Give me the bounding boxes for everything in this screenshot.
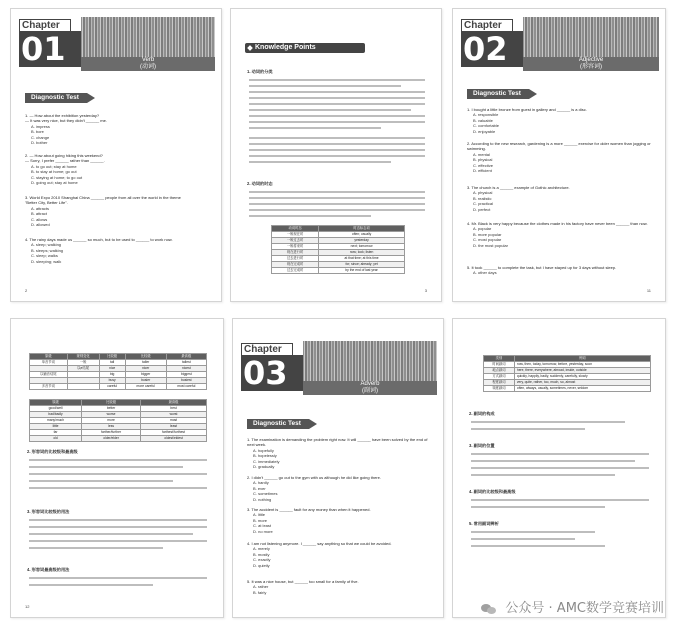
page-adjective (452, 8, 666, 302)
question-1: 1. I bought a little bronze from guest in gallery and ______ is a disc. A. responsible B. valuable C. comfortable D. enjoyable (467, 107, 587, 134)
comparative-rule-table: 原级 规则变化 比较级 比较级 最高级 单音节词 一般 tall taller tallest 以e结尾 nice nicer nicest 以辅音结尾 big bigger biggest busy busier busiest 多音节词 careful more careful most careful (29, 353, 207, 390)
section-title: Diagnostic Test (467, 89, 529, 99)
question-5: 5. It was a nice house, but ______ too small for a family of five. A. rather B. fairly (247, 579, 359, 595)
adv-section-2: 2. 副词的构成 (469, 411, 495, 416)
page-adverb-knowledge (452, 318, 666, 618)
question-4: 4. The rainy days made us ______ so much, but to be used to ______ to work now. A. sleep; walking B. sleeps; walking C. sleep; walks D. sleeping; walk (25, 237, 173, 264)
question-2: 2. I didn't ______ go out to the gym with us although he did like going there. A. hardly B. ever C. sometimes D. nothing (247, 475, 381, 502)
table-row: 多音节词 careful more careful most careful (30, 384, 207, 390)
page-number: 11 (646, 287, 651, 293)
comp-section-4: 4. 形容词最高级的用法 (27, 567, 70, 572)
diamond-icon (247, 45, 253, 51)
adv-section-5: 5. 常用副词辨析 (469, 521, 499, 526)
chapter-band (523, 57, 659, 71)
question-1: 1. The examination is demanding the problem right now. It will ______ have been solved by the end of next week. A. hopefully B. hopelessly C. immediately D. gradually (247, 437, 428, 469)
question-1: 1. — How about the exhibition yesterday? — It was very nice, but they didn't ______ me. A. impress B. bore C. change D. bother (25, 113, 107, 145)
chapter-band (303, 381, 437, 395)
chapter-name: Adjective (578, 57, 604, 63)
chapter-number: 01 (19, 31, 81, 67)
chapter-word: Chapter (461, 19, 513, 32)
section-title: Diagnostic Test (25, 93, 87, 103)
table-row: 地点副词 here, there, everywhere, abroad, inside, outside (484, 368, 651, 374)
page-adverb (232, 318, 444, 618)
table-row: 以辅音结尾 big bigger biggest (30, 372, 207, 378)
question-3: 3. World Expo 2010 Shanghai China ______ people from all over the world in the theme "Better City, Better Life". A. attracts B. attract C. allows D. allowed (25, 195, 181, 227)
question-3: 3. The accident is ______ fault for any money than when it happened. A. little B. more C. at least D. no more (247, 507, 371, 534)
comp-section-3: 3. 形容词比较级的用法 (27, 509, 70, 514)
section-title: Diagnostic Test (247, 419, 309, 429)
table-row: busy busier busiest (30, 378, 207, 384)
chapter-header (239, 341, 437, 395)
question-4: 4. Mr. Black is very happy because the clothes made in his factory have never been ______ than now. A. popular B. more popular C. most popular D. the most popular (467, 221, 648, 248)
table-row: 时间副词 now, then, today, tomorrow, before, yesterday, soon (484, 362, 651, 368)
table-row: old older/elder oldest/eldest (30, 436, 207, 442)
page-verb (10, 8, 222, 302)
comp-section-2: 2. 形容词的比较级和最高级 (27, 449, 78, 454)
table-row: many/much more most (30, 418, 207, 424)
table-row: 现在完成时 for; since; already; yet (272, 262, 405, 268)
wechat-icon (481, 603, 497, 615)
adv-section-4: 4. 副词的比较级和最高级 (469, 489, 516, 494)
question-2: 2. According to the new research, gardening is a more ______ exercise for older women than jogging or swimming. A. mental B. physical C. effective D. efficient (467, 141, 651, 173)
chapter-name-cn: (副词) (362, 388, 378, 394)
question-3: 3. The church is a ______ example of Gothic architecture. A. physical B. realistic C. practical D. perfect (467, 185, 570, 212)
chapter-number: 03 (241, 355, 303, 391)
tense-table: 动词时态 时态标志词 一般现在时 often; usually 一般过去时 yesterday 一般将来时 next; tomorrow 现在进行时 now; look; listen 过去进行时 at that time; at this time 现在完成时 for; since; already; yet 过去完成时 by the end of last year (271, 225, 405, 274)
question-5: 5. It took ______ to complete the task, but I have stayed up for 3 days without sleep. A. other days (467, 265, 617, 276)
table-row: bad/badly worse worst (30, 412, 207, 418)
table-row: 单音节词 一般 tall taller tallest (30, 360, 207, 366)
question-2: 2. — How about going hiking this weekend? — Sorry, I prefer ______ rather than ______. A. to go out; stay at home B. to stay at home; go out C. staying at home; to go out D. going out; stay at home (25, 153, 105, 185)
table-row: 方式副词 quickly, happily, badly, suddenly, carefully, slowly (484, 374, 651, 380)
knowledge-points-title: Knowledge Points (245, 43, 365, 53)
page-comparatives (10, 318, 224, 618)
adv-section-3: 3. 副词的位置 (469, 443, 495, 448)
table-row: little less least (30, 424, 207, 430)
chapter-header (17, 17, 215, 71)
chapter-number: 02 (461, 31, 523, 67)
table-row: far farther/further farthest/furthest (30, 430, 207, 436)
chapter-header (459, 17, 659, 71)
chapter-word: Chapter (19, 19, 71, 32)
table-row: 一般将来时 next; tomorrow (272, 244, 405, 250)
table-row: 过去完成时 by the end of last year (272, 268, 405, 274)
table-row: 过去进行时 at that time; at this time (272, 256, 405, 262)
chapter-name: Verb (141, 57, 155, 63)
kp-section-2: 2. 动词的时态 (247, 181, 273, 186)
chapter-name: Adverb (360, 381, 380, 387)
adverb-category-table: 类别 例词 时间副词 now, then, today, tomorrow, before, yesterday, soon 地点副词 here, there, everywhere, abroad, inside, outside 方式副词 quickly, happily, badly, suddenly, carefully, slowly 程度副词 very, quite, rather, too, much, so, almost 频度副词 often, always, usually, sometimes, never, seldom (483, 355, 651, 392)
page-number: 12 (25, 603, 30, 609)
table-row: 以e结尾 nice nicer nicest (30, 366, 207, 372)
page-knowledge-points (230, 8, 442, 302)
chapter-band (81, 57, 215, 71)
chapter-word: Chapter (241, 343, 293, 356)
irregular-comparative-table: 原级 比较级 最高级 good/well better best bad/badly worse worst many/much more most little less least far farther/further farthest/furthest old older/elder oldest/eldest (29, 399, 207, 442)
question-4: 4. I am not listening anymore. I ______ say anything so that we could be avoided. A. merely B. mostly C. exactly D. quietly (247, 541, 392, 568)
table-row: 一般现在时 often; usually (272, 232, 405, 238)
chapter-name-cn: (形容词) (580, 64, 602, 70)
wechat-watermark (481, 597, 664, 616)
page-number: 3 (424, 287, 427, 293)
table-row: good/well better best (30, 406, 207, 412)
page-number: 2 (25, 287, 28, 293)
table-row: 程度副词 very, quite, rather, too, much, so, almost (484, 380, 651, 386)
kp-section-1: 1. 动词的分类 (247, 69, 273, 74)
table-row: 频度副词 often, always, usually, sometimes, never, seldom (484, 386, 651, 392)
table-row: 一般过去时 yesterday (272, 238, 405, 244)
table-row: 现在进行时 now; look; listen (272, 250, 405, 256)
watermark-text: 公众号 · AMC数学竞赛培训 (505, 601, 664, 616)
chapter-name-cn: (动词) (140, 64, 156, 70)
